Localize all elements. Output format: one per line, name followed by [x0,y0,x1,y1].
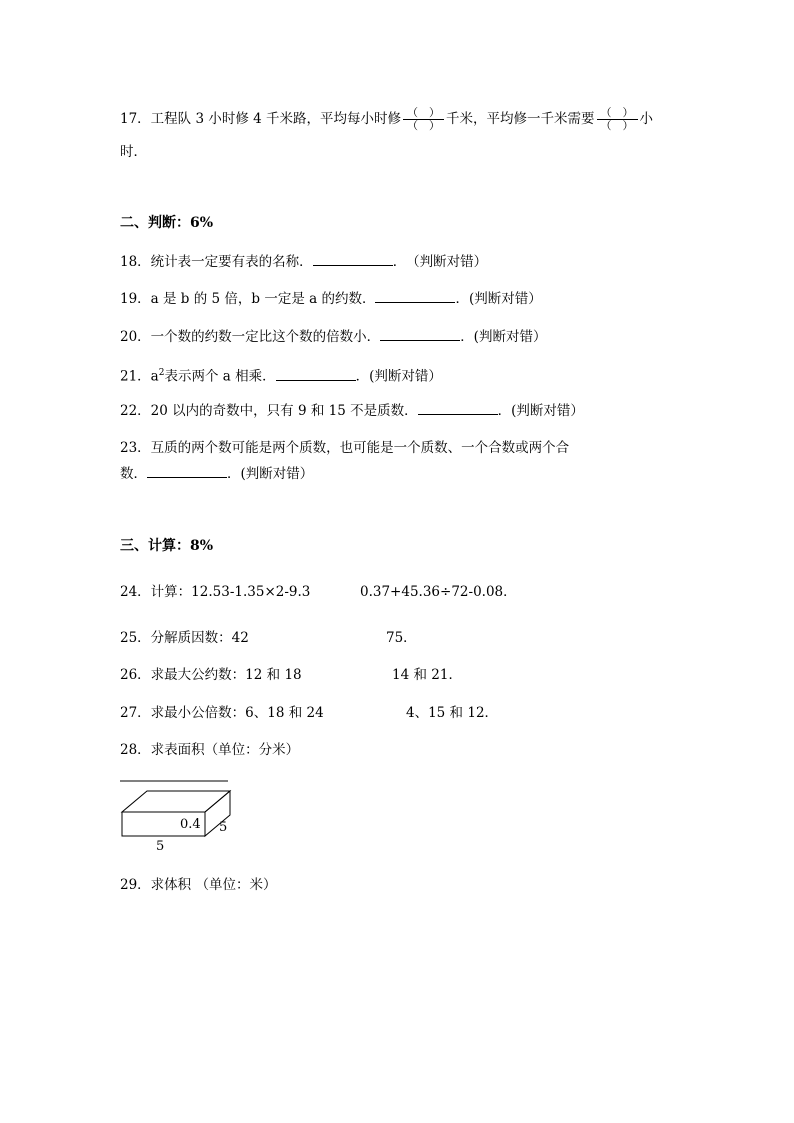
answer-blank[interactable] [276,366,356,381]
q19-text: 19．a 是 b 的 5 倍，b 一定是 a 的约数． [120,291,376,307]
question-21 [120,363,442,387]
q18-text: 18．统计表一定要有表的名称． [120,254,313,270]
q22-text: 22．20 以内的奇数中，只有 9 和 15 不是质数． [120,403,418,419]
question-25-part2: 75． [386,630,417,646]
q21-text-b: 表示两个 a 相乘． [164,368,276,385]
width-label: 5 [219,820,228,835]
q18-tail: ． （判断对错） [392,254,488,270]
fraction-numerator: （ ） [597,107,638,120]
question-20 [120,326,546,347]
q23-tail: ．(判断对错） [227,466,314,482]
cuboid-figure [118,778,238,856]
q17-text-b: 千米，平均修一千米需要 [446,111,595,127]
question-24-part2: 0.37+45.36÷72-0.08． [360,584,517,600]
fraction-denominator: （ ） [600,119,634,132]
question-25: 25．分解质因数：42 [120,630,249,646]
question-18 [120,251,487,272]
answer-blank[interactable] [375,288,455,303]
length-label: 5 [156,839,165,854]
question-28: 28．求表面积（单位：分米） [120,742,300,758]
question-27-part2: 4、15 和 12． [406,705,499,721]
question-17-line2: 时． [120,144,147,160]
question-26-part2: 14 和 21． [392,667,462,683]
q20-text: 20．一个数的约数一定比这个数的倍数小． [120,329,381,345]
question-22 [120,400,584,421]
question-27: 27．求最小公倍数：6、18 和 24 [120,705,324,721]
q21-superscript: 2 [158,368,165,378]
cuboid-top-face [122,791,230,812]
height-label: 0.4 [180,817,201,832]
q22-tail: ．(判断对错） [497,403,584,419]
fraction-numerator: （ ） [403,107,444,120]
q17-text-a: 17．工程队 3 小时修 4 千米路，平均每小时修 [120,111,402,127]
section-heading-judgement: 二、判断：6% [120,215,214,231]
q21-text-a: 21．a [120,368,159,385]
question-17-line1 [120,107,653,132]
answer-blank[interactable] [313,251,393,266]
q21-tail: ．(判断对错） [355,368,442,385]
q23-text: 数． [120,466,147,482]
fraction-denominator: （ ） [407,119,441,132]
question-19 [120,288,542,309]
fraction-blank-2 [597,107,638,132]
question-23-line1: 23．互质的两个数可能是两个质数，也可能是一个质数、一个合数或两个合 [120,440,570,456]
section-heading-calculation: 三、计算：8% [120,538,214,554]
q19-tail: ．(判断对错） [455,291,542,307]
question-24: 24．计算：12.53-1.35×2-9.3 [120,584,311,600]
question-29: 29．求体积 （单位：米） [120,877,277,893]
question-26: 26．求最大公约数：12 和 18 [120,667,302,683]
fraction-blank-1 [403,107,444,132]
q20-tail: ．(判断对错） [460,329,547,345]
q17-text-c: 小 [639,111,654,127]
answer-blank[interactable] [380,326,460,341]
answer-blank[interactable] [147,463,227,478]
question-23-line2 [120,463,313,484]
answer-blank[interactable] [418,400,498,415]
